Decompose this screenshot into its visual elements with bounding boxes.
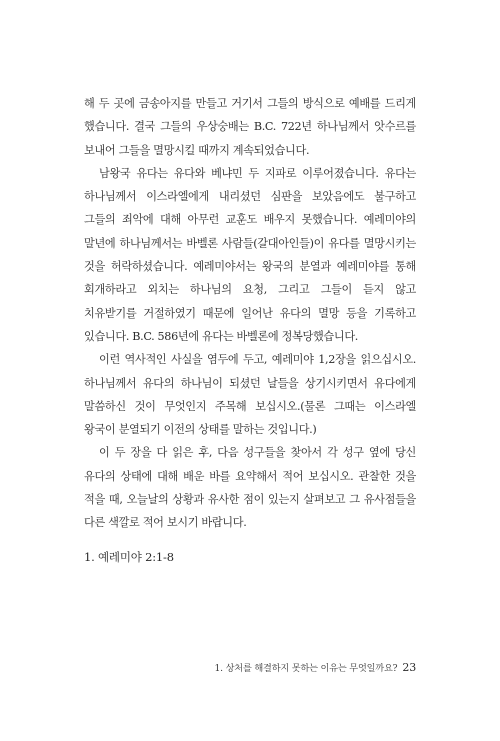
page-footer [215, 661, 416, 676]
paragraph-read-instruction: 이런 역사적인 사실을 염두에 두고, 예레미야 1,2장을 읽으십시오. 하나님께서 유다의 하나님이 되셨던 날들을 상기시키면서 유다에게 말씀하신 것이 무엇인지 주목해 보십시오.(물론 그때는 이스라엘 왕국이 분열되기 이전의 상태를 말하는 것입니다.) [84, 353, 416, 437]
section-heading: 1. 예레미야 2:1-8 [84, 550, 174, 564]
page-number: 23 [402, 661, 416, 674]
running-title: 1. 상처를 해결하지 못하는 이유는 무엇일까요? [214, 663, 398, 674]
paragraph-study-instruction: 이 두 장을 다 읽은 후, 다음 성구들을 찾아서 각 성구 옆에 당신 유다의 상태에 대해 배운 바를 요약해서 적어 보십시오. 관찰한 것을 적을 때, 오늘날의 상황과 유사한 점이 있는지 살펴보고 그 유사점들을 다른 색깔로 적어 보시기 바랍니다. [84, 446, 416, 530]
body-text [84, 92, 416, 535]
paragraph-continuation: 해 두 곳에 금송아지를 만들고 거기서 그들의 방식으로 예배를 드리게 했습니다. 결국 그들의 우상숭배는 B.C. 722년 하나님께서 앗수르를 보내어 그들을 멸망시킬 때까지 계속되었습니다. [84, 97, 416, 157]
paragraph-southern-kingdom: 남왕국 유다는 유다와 베냐민 두 지파로 이루어졌습니다. 유다는 하나님께서 이스라엘에게 내리셨던 심판을 보았음에도 불구하고 그들의 죄악에 대해 아무런 교훈도 배우지 못했습니다. 예레미야의 말년에 하나님께서는 바벨론 사람들(갈대아인들)이 유다를 멸망시키는 것을 허락하셨습니다. 예레미야서는 왕국의 분열과 예레미야를 통해 회개하라고 외치는 하나님의 요청, 그리고 그들이 듣지 않고 치유받기를 거절하였기 때문에 일어난 유다의 멸망 등을 기록하고 있습니다. B.C. 586년에 유다는 바벨론에 정복당했습니다. [84, 166, 416, 343]
